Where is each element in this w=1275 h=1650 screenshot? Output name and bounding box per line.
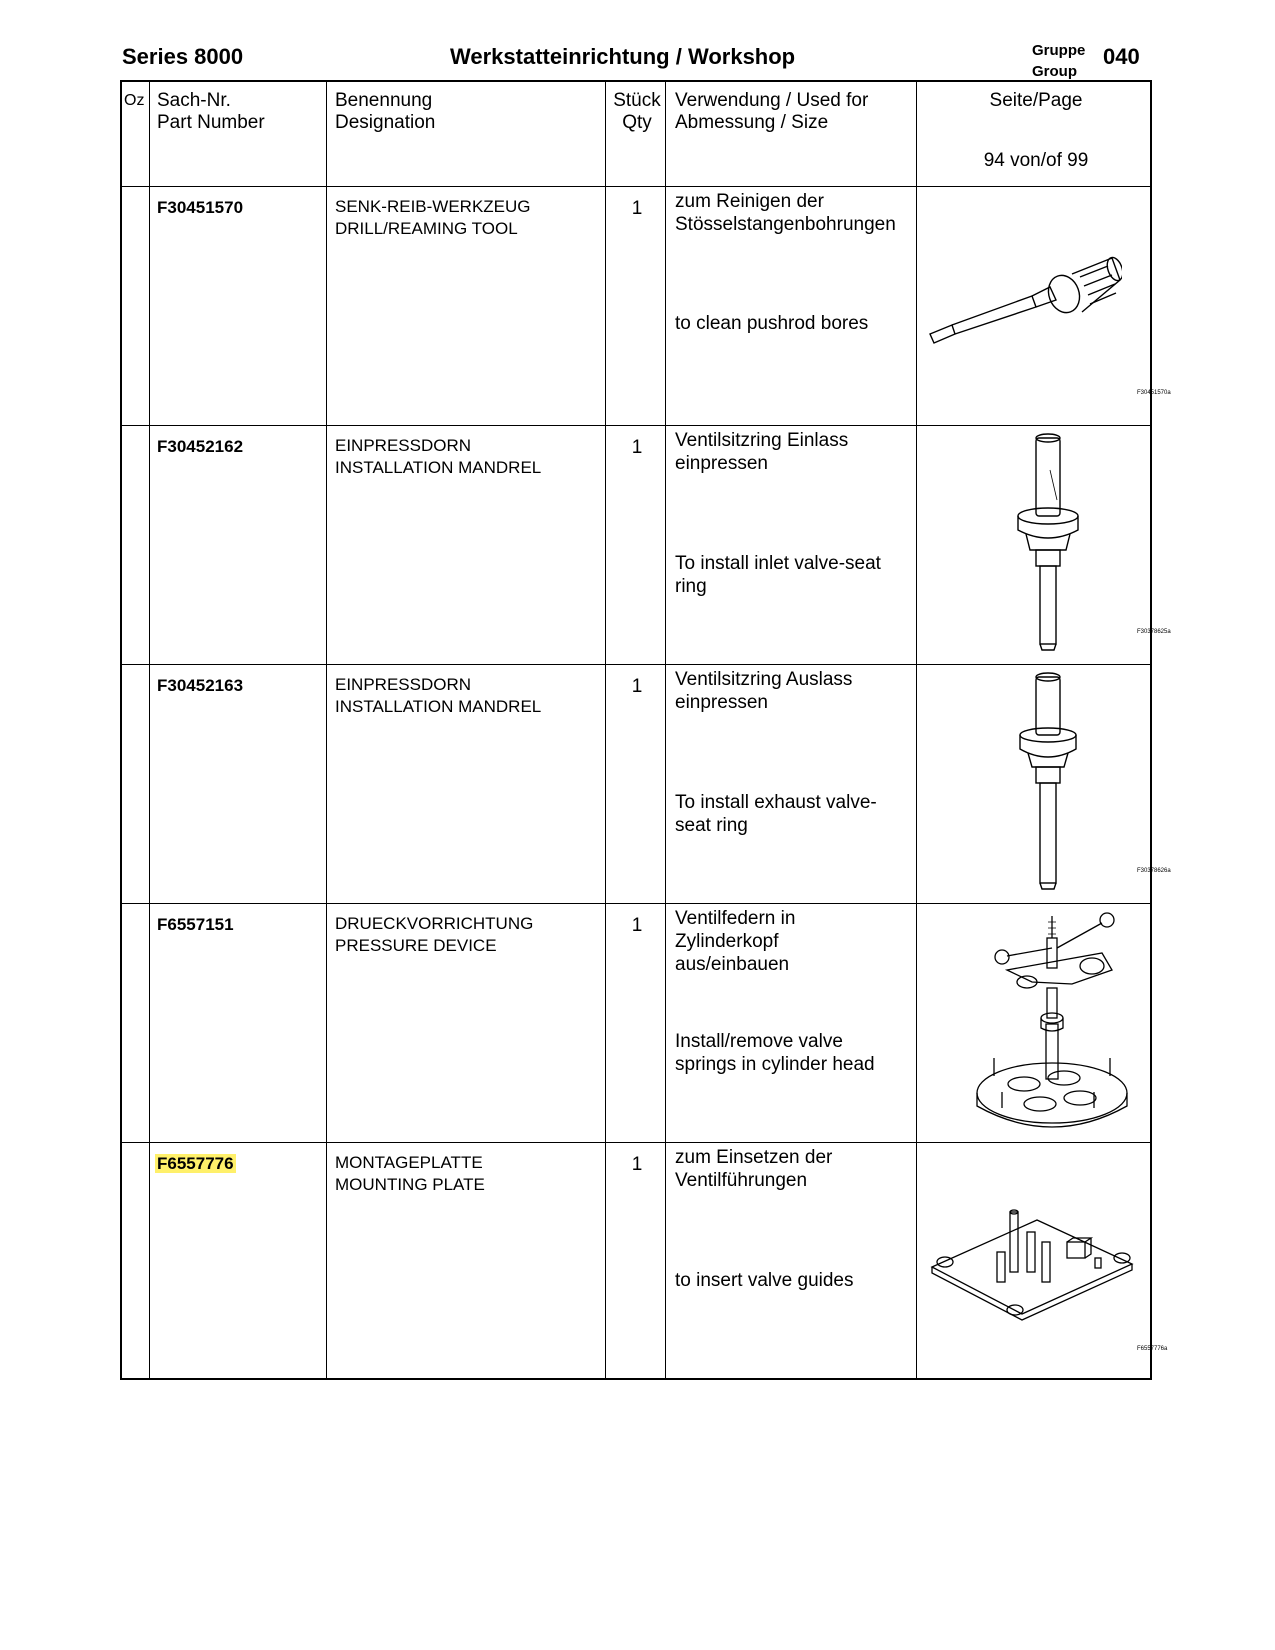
group-label-en: Group bbox=[1032, 63, 1077, 80]
row-divider bbox=[122, 425, 1150, 426]
qty-header bbox=[608, 90, 666, 134]
parts-table bbox=[120, 80, 1171, 1380]
designation-header-en: Designation bbox=[335, 112, 436, 133]
page-header-label: Seite/Page bbox=[989, 90, 1083, 111]
image-reference: F30451570a bbox=[1137, 390, 1171, 396]
page-title: Werkstatteinrichtung / Workshop bbox=[450, 44, 796, 69]
image-reference: F30378625a bbox=[1137, 629, 1171, 635]
quantity: 1 bbox=[631, 198, 643, 219]
designation-en: INSTALLATION MANDREL bbox=[335, 697, 542, 716]
column-divider bbox=[605, 82, 606, 1378]
designation-de: EINPRESSDORN bbox=[335, 436, 472, 455]
column-divider bbox=[665, 82, 666, 1378]
part-number: F30452162 bbox=[157, 437, 244, 456]
part-number-header-de: Sach-Nr. bbox=[157, 90, 231, 111]
usage-line: einpressen bbox=[675, 692, 768, 713]
usage-line: Install/remove valve bbox=[675, 1031, 843, 1052]
series-title: Series 8000 bbox=[122, 44, 244, 69]
designation-en: PRESSURE DEVICE bbox=[335, 936, 497, 955]
designation-header-de: Benennung bbox=[335, 90, 433, 111]
usage-line: einpressen bbox=[675, 453, 768, 474]
part-designation bbox=[335, 196, 531, 240]
column-divider bbox=[916, 82, 917, 1378]
used-for-header bbox=[675, 90, 868, 134]
column-divider bbox=[149, 82, 150, 1378]
usage-line: zum Reinigen der bbox=[675, 191, 824, 212]
usage-de bbox=[675, 907, 795, 976]
row-divider bbox=[122, 664, 1150, 665]
usage-de bbox=[675, 429, 848, 475]
usage-de bbox=[675, 668, 852, 714]
designation-de: MONTAGEPLATTE bbox=[335, 1153, 483, 1172]
oz-header: Oz bbox=[124, 92, 145, 109]
quantity: 1 bbox=[631, 437, 643, 458]
designation-de: DRUECKVORRICHTUNG bbox=[335, 914, 534, 933]
used-for-header-en: Abmessung / Size bbox=[675, 112, 829, 133]
designation-en: DRILL/REAMING TOOL bbox=[335, 219, 518, 238]
usage-de bbox=[675, 1146, 832, 1192]
designation-de: SENK-REIB-WERKZEUG bbox=[335, 197, 531, 216]
image-reference: F30378626a bbox=[1137, 868, 1171, 874]
usage-line: aus/einbauen bbox=[675, 954, 790, 975]
part-designation bbox=[335, 1152, 485, 1196]
part-number-header bbox=[157, 90, 265, 134]
usage-line: Ventilführungen bbox=[675, 1170, 808, 1191]
qty-header-en: Qty bbox=[622, 112, 652, 133]
usage-line: seat ring bbox=[675, 815, 748, 836]
usage-en bbox=[675, 552, 881, 598]
part-designation bbox=[335, 674, 541, 718]
designation-de: EINPRESSDORN bbox=[335, 675, 472, 694]
quantity: 1 bbox=[631, 915, 643, 936]
part-number: F6557151 bbox=[157, 915, 234, 934]
usage-de bbox=[675, 190, 896, 236]
usage-en bbox=[675, 791, 877, 837]
usage-line: ring bbox=[675, 576, 707, 597]
group-number: 040 bbox=[1103, 44, 1140, 69]
usage-line: To install exhaust valve- bbox=[675, 792, 877, 813]
usage-line: To install inlet valve-seat bbox=[675, 553, 881, 574]
usage-line: Ventilsitzring Auslass bbox=[675, 669, 853, 690]
usage-en bbox=[675, 312, 868, 335]
image-reference: F6557776a bbox=[1137, 1346, 1168, 1352]
designation-en: MOUNTING PLATE bbox=[335, 1175, 485, 1194]
used-for-header-de: Verwendung / Used for bbox=[675, 90, 869, 111]
usage-en bbox=[675, 1030, 875, 1076]
column-divider bbox=[326, 82, 327, 1378]
mandrel-drawing bbox=[1002, 669, 1092, 894]
usage-line: Zylinderkopf bbox=[675, 931, 779, 952]
quantity: 1 bbox=[631, 1154, 643, 1175]
page-number: 94 von/of 99 bbox=[983, 150, 1089, 171]
qty-header-de: Stück bbox=[613, 90, 661, 111]
group-label bbox=[1032, 40, 1085, 82]
designation-en: INSTALLATION MANDREL bbox=[335, 458, 542, 477]
usage-line: zum Einsetzen der bbox=[675, 1147, 833, 1168]
row-divider bbox=[122, 903, 1150, 904]
usage-en bbox=[675, 1269, 854, 1292]
row-divider bbox=[122, 1142, 1150, 1143]
quantity: 1 bbox=[631, 676, 643, 697]
group-label-de: Gruppe bbox=[1032, 42, 1086, 59]
part-designation bbox=[335, 435, 541, 479]
part-number-header-en: Part Number bbox=[157, 112, 265, 133]
pressure-device-drawing bbox=[962, 908, 1142, 1138]
part-number: F30452163 bbox=[157, 676, 244, 695]
usage-line: Ventilsitzring Einlass bbox=[675, 430, 849, 451]
part-number-highlight: F6557776 bbox=[157, 1154, 234, 1173]
reaming-tool-drawing bbox=[922, 232, 1122, 362]
usage-line: to clean pushrod bores bbox=[675, 313, 869, 334]
usage-line: Ventilfedern in bbox=[675, 908, 796, 929]
usage-line: Stösselstangenbohrungen bbox=[675, 214, 896, 235]
mounting-plate-drawing bbox=[927, 1172, 1137, 1322]
part-number: F30451570 bbox=[157, 198, 244, 217]
designation-header bbox=[335, 90, 435, 134]
part-designation bbox=[335, 913, 533, 957]
usage-line: springs in cylinder head bbox=[675, 1054, 875, 1075]
part-number bbox=[157, 1154, 236, 1174]
usage-line: to insert valve guides bbox=[675, 1270, 854, 1291]
mandrel-drawing bbox=[1002, 430, 1092, 655]
row-divider bbox=[122, 186, 1150, 187]
